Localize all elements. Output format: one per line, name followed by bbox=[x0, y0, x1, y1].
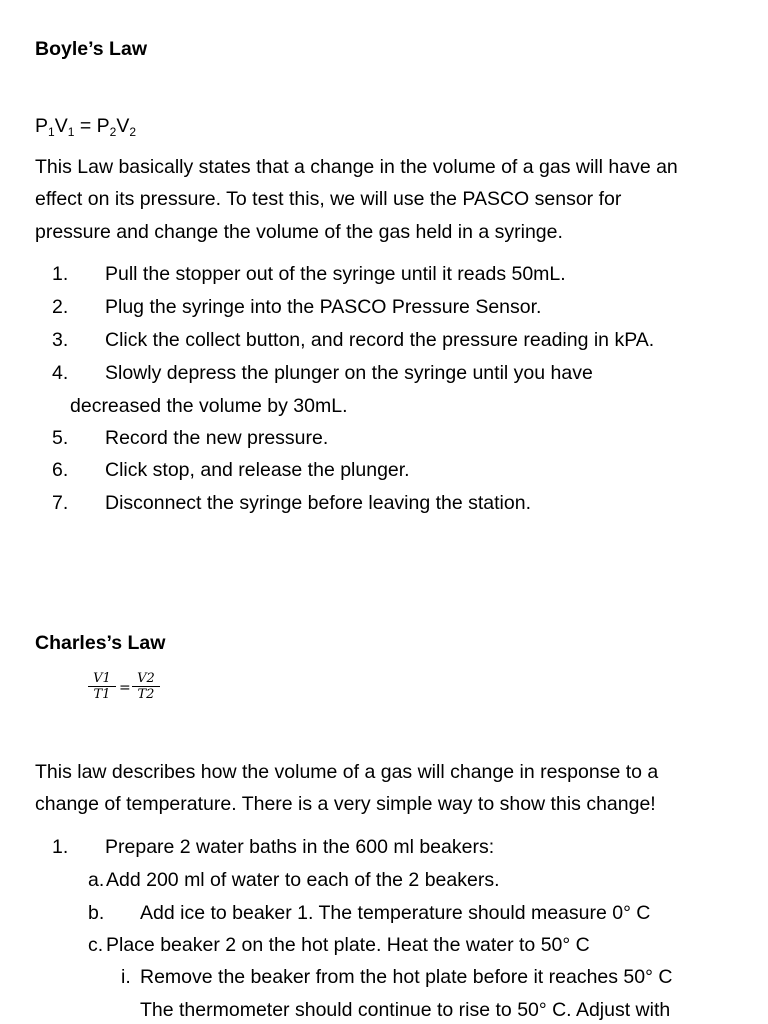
list-item-number: 7. bbox=[52, 492, 69, 514]
list-item-roman: i. bbox=[121, 966, 131, 988]
charles-intro-line-1: This law describes how the volume of a gas will change in response to a bbox=[35, 761, 659, 783]
list-item: Record the new pressure. bbox=[105, 427, 329, 449]
list-item-continuation: decreased the volume by 30mL. bbox=[70, 395, 348, 417]
list-item-number: 3. bbox=[52, 329, 69, 351]
list-item-number: 6. bbox=[52, 459, 69, 481]
list-item-continuation: The thermometer should continue to rise to 50° C. Adjust with bbox=[140, 999, 671, 1021]
boyle-intro-line-2: effect on its pressure. To test this, we will use the PASCO sensor for bbox=[35, 188, 622, 210]
boyle-formula: $P_1V_1 = P_2V_2$ bbox=[35, 115, 137, 139]
fraction-v2-t2: $\frac{V2}{T2}$ bbox=[132, 671, 160, 702]
equals-sign: = bbox=[119, 680, 131, 696]
list-item: Place beaker 2 on the hot plate. Heat the water to 50° C bbox=[106, 934, 590, 956]
list-item: Slowly depress the plunger on the syringe until you have bbox=[105, 362, 593, 384]
list-item: Disconnect the syringe before leaving the station. bbox=[105, 492, 532, 514]
list-item: Remove the beaker from the hot plate before it reaches 50° C bbox=[140, 966, 673, 988]
boyle-intro-line-1: This Law basically states that a change in the volume of a gas will have an bbox=[35, 156, 678, 178]
list-item-letter: a. bbox=[88, 869, 105, 891]
list-item: Add 200 ml of water to each of the 2 beakers. bbox=[106, 869, 500, 891]
list-item: Prepare 2 water baths in the 600 ml beakers: bbox=[105, 836, 495, 858]
boyle-heading: Boyle’s Law bbox=[35, 38, 147, 60]
fraction-v1-t1: $\frac{V1}{T1}$ bbox=[88, 671, 116, 702]
list-item-number: 5. bbox=[52, 427, 69, 449]
list-item-number: 1. bbox=[52, 836, 69, 858]
boyle-intro-line-3: pressure and change the volume of the gas held in a syringe. bbox=[35, 221, 563, 243]
list-item-number: 4. bbox=[52, 362, 69, 384]
list-item-number: 1. bbox=[52, 263, 69, 285]
list-item: Plug the syringe into the PASCO Pressure Sensor. bbox=[105, 296, 542, 318]
list-item: Click the collect button, and record the pressure reading in kPA. bbox=[105, 329, 655, 351]
list-item-letter: b. bbox=[88, 902, 105, 924]
list-item-number: 2. bbox=[52, 296, 69, 318]
list-item: Pull the stopper out of the syringe until it reads 50mL. bbox=[105, 263, 566, 285]
list-item-letter: c. bbox=[88, 934, 104, 956]
charles-heading: Charles’s Law bbox=[35, 632, 166, 654]
list-item: Add ice to beaker 1. The temperature should measure 0° C bbox=[140, 902, 651, 924]
charles-intro-line-2: change of temperature. There is a very simple way to show this change! bbox=[35, 793, 656, 815]
list-item: Click stop, and release the plunger. bbox=[105, 459, 410, 481]
